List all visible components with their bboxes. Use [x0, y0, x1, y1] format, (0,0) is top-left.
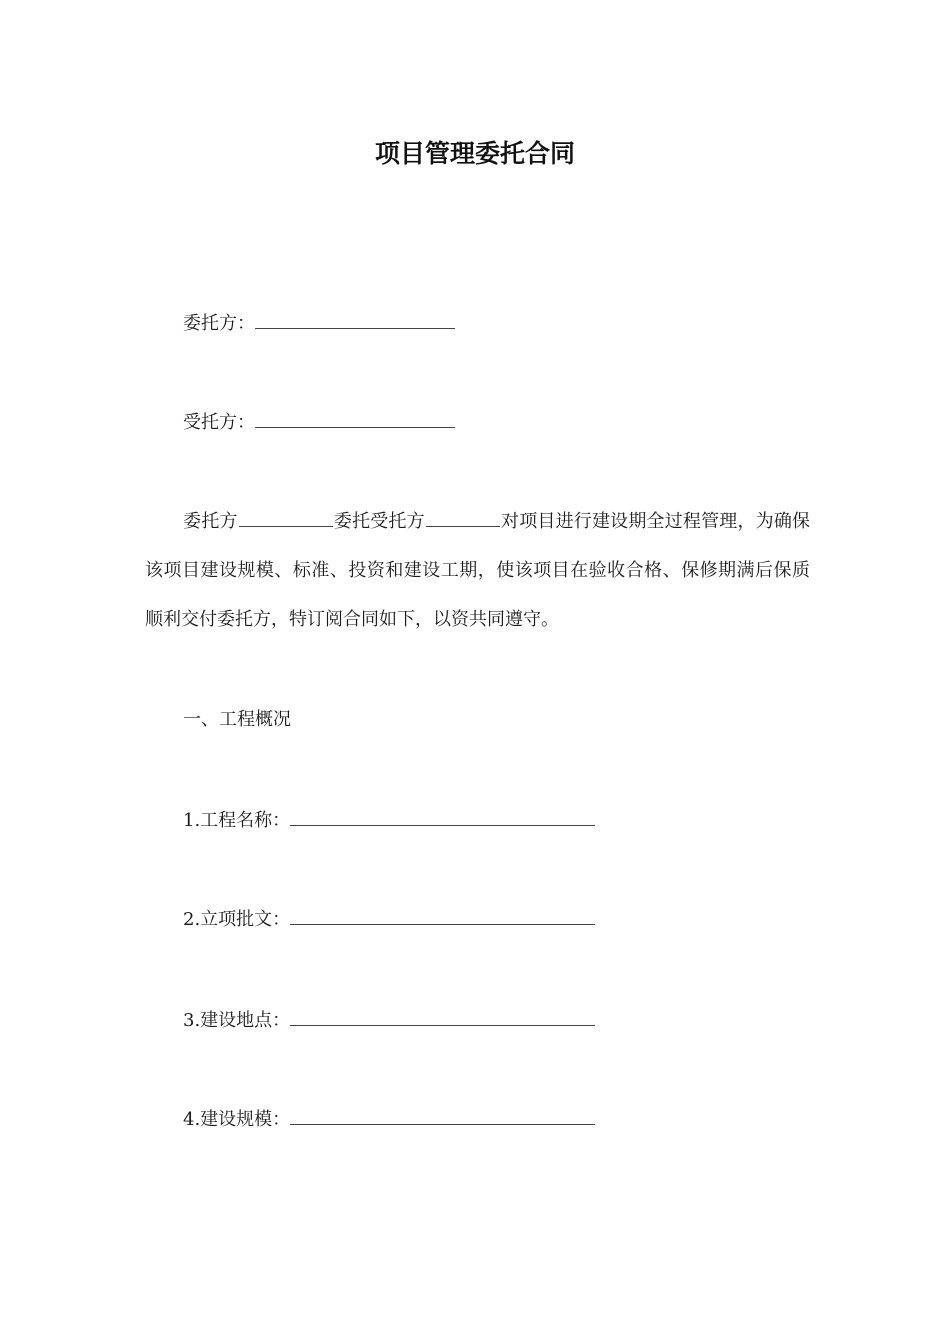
location-blank[interactable]	[290, 1008, 595, 1026]
intro-part2: 委托受托方	[333, 511, 425, 532]
intro-principal-blank[interactable]	[239, 509, 333, 527]
principal-label: 委托方：	[183, 313, 255, 334]
agent-line	[183, 410, 455, 435]
item-label: 2.立项批文：	[183, 909, 291, 930]
section1-item	[183, 808, 595, 833]
principal-blank[interactable]	[255, 311, 455, 329]
intro-part3: 对项目进行建设期全过程管理，为确保该项目建设规模、标准、投资和建设工期，使该项目在验收合格、保修期满后保质顺利交付委托方，特订阅合同如下，以资共同遵守。	[145, 511, 811, 630]
section1-item	[183, 1008, 595, 1033]
intro-paragraph	[145, 497, 810, 644]
project-name-blank[interactable]	[290, 808, 595, 826]
agent-blank[interactable]	[255, 410, 455, 428]
approval-doc-blank[interactable]	[290, 907, 595, 925]
document-title: 项目管理委托合同	[374, 139, 575, 168]
section1-heading: 一、工程概况	[183, 709, 291, 730]
intro-agent-blank[interactable]	[426, 509, 500, 527]
section1-item	[183, 1107, 595, 1132]
item-label: 1.工程名称：	[183, 810, 291, 831]
agent-label: 受托方：	[183, 412, 255, 433]
intro-part1: 委托方	[183, 511, 238, 532]
item-label: 4.建设规模：	[183, 1109, 291, 1130]
principal-line	[183, 311, 455, 336]
item-label: 3.建设地点：	[183, 1010, 291, 1031]
section1-item	[183, 907, 595, 932]
scale-blank[interactable]	[290, 1107, 595, 1125]
